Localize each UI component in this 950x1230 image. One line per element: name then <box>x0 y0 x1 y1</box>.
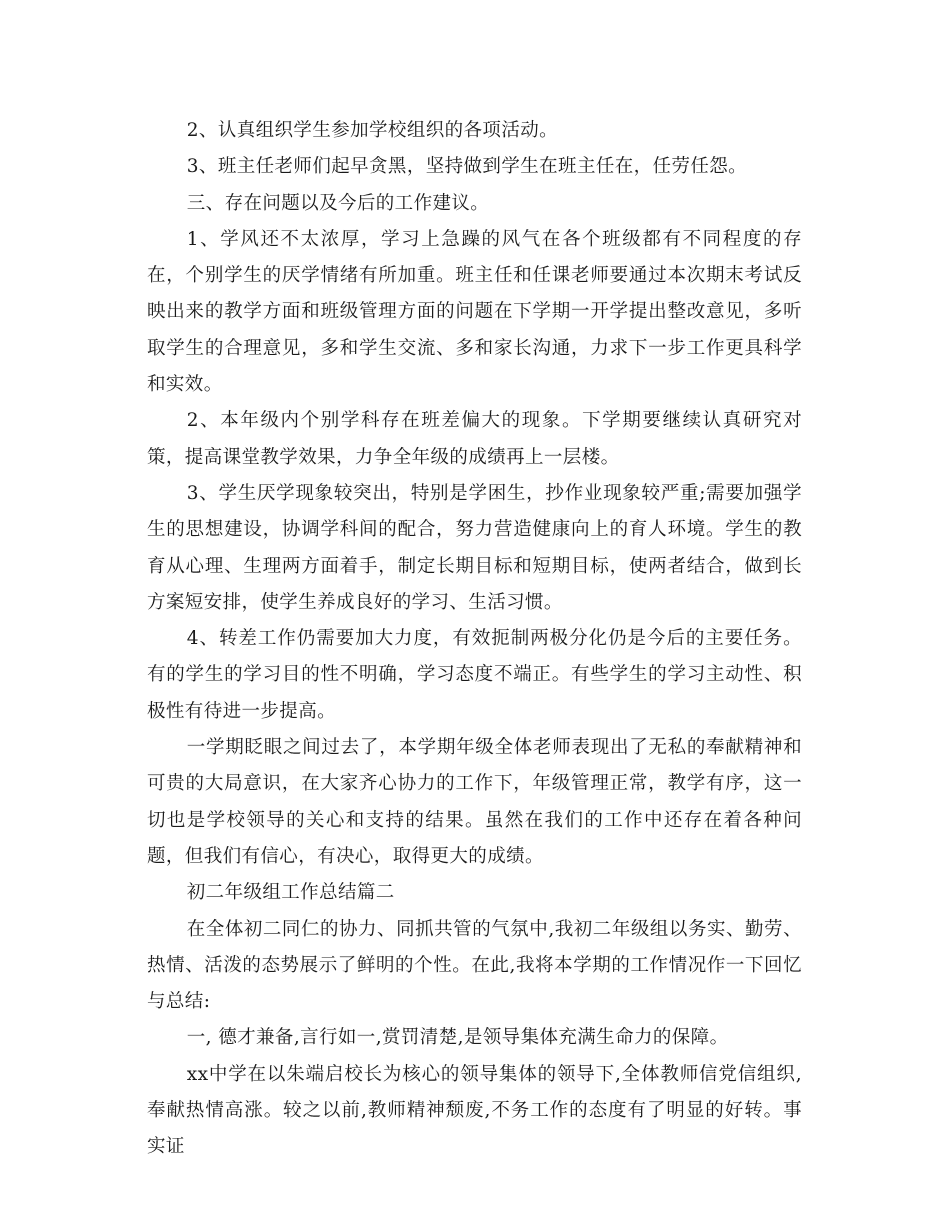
paragraph-polarization: 4、转差工作仍需要加大力度，有效扼制两极分化仍是今后的主要任务。有的学生的学习目的性不明确，学习态度不端正。有些学生的学习主动性、积极性有待进一步提高。 <box>147 628 802 722</box>
paragraph-leadership-body: xx中学在以朱端启校长为核心的领导集体的领导下,全体教师信党信组织,奉献热情高涨。较之以前,教师精神颓废,不务工作的态度有了明显的好转。事实证 <box>147 1063 802 1158</box>
paragraph-conclusion: 一学期眨眼之间过去了，本学期年级全体老师表现出了无私的奉献精神和可贵的大局意识，在大家齐心协力的工作下，年级管理正常，教学有序，这一切也是学校领导的关心和支持的结果。虽然在我们的工作中还存在着各种问题，但我们有信心，有决心，取得更大的成绩。 <box>147 737 802 867</box>
paragraph-class-gap: 2、本年级内个别学科存在班差偏大的现象。下学期要继续认真研究对策，提高课堂教学效果，力争全年级的成绩再上一层楼。 <box>147 410 802 468</box>
document-body <box>147 113 802 1166</box>
section-heading-problems: 三、存在问题以及今后的工作建议。 <box>186 192 490 214</box>
paragraph-leadership-heading: 一, 德才兼备,言行如一,赏罚清楚,是领导集体充满生命力的保障。 <box>186 1027 729 1049</box>
section-title-part-two: 初二年级组工作总结篇二 <box>186 882 395 904</box>
paragraph-study-style: 1、学风还不太浓厚，学习上急躁的风气在各个班级都有不同程度的存在，个别学生的厌学情绪有所加重。班主任和任课老师要通过本次期末考试反映出来的教学方面和班级管理方面的问题在下学期一开学提出整改意见，多听取学生的合理意见，多和学生交流、多和家长沟通，力求下一步工作更具科学和实效。 <box>147 228 802 396</box>
paragraph-study-aversion: 3、学生厌学现象较突出，特别是学困生，抄作业现象较严重;需要加强学生的思想建设，协调学科间的配合，努力营造健康向上的育人环境。学生的教育从心理、生理两方面着手，制定长期目标和短期目标，使两者结合，做到长方案短安排，使学生养成良好的学习、生活习惯。 <box>147 482 802 613</box>
paragraph-head-teachers: 3、班主任老师们起早贪黑，坚持做到学生在班主任在，任劳任怨。 <box>186 156 748 178</box>
paragraph-intro-part-two: 在全体初二同仁的协力、同抓共管的气氛中,我初二年级组以务实、勤劳、热情、活泼的态势展示了鲜明的个性。在此,我将本学期的工作情况作一下回忆与总结: <box>147 918 802 1013</box>
paragraph-activities: 2、认真组织学生参加学校组织的各项活动。 <box>186 120 559 141</box>
